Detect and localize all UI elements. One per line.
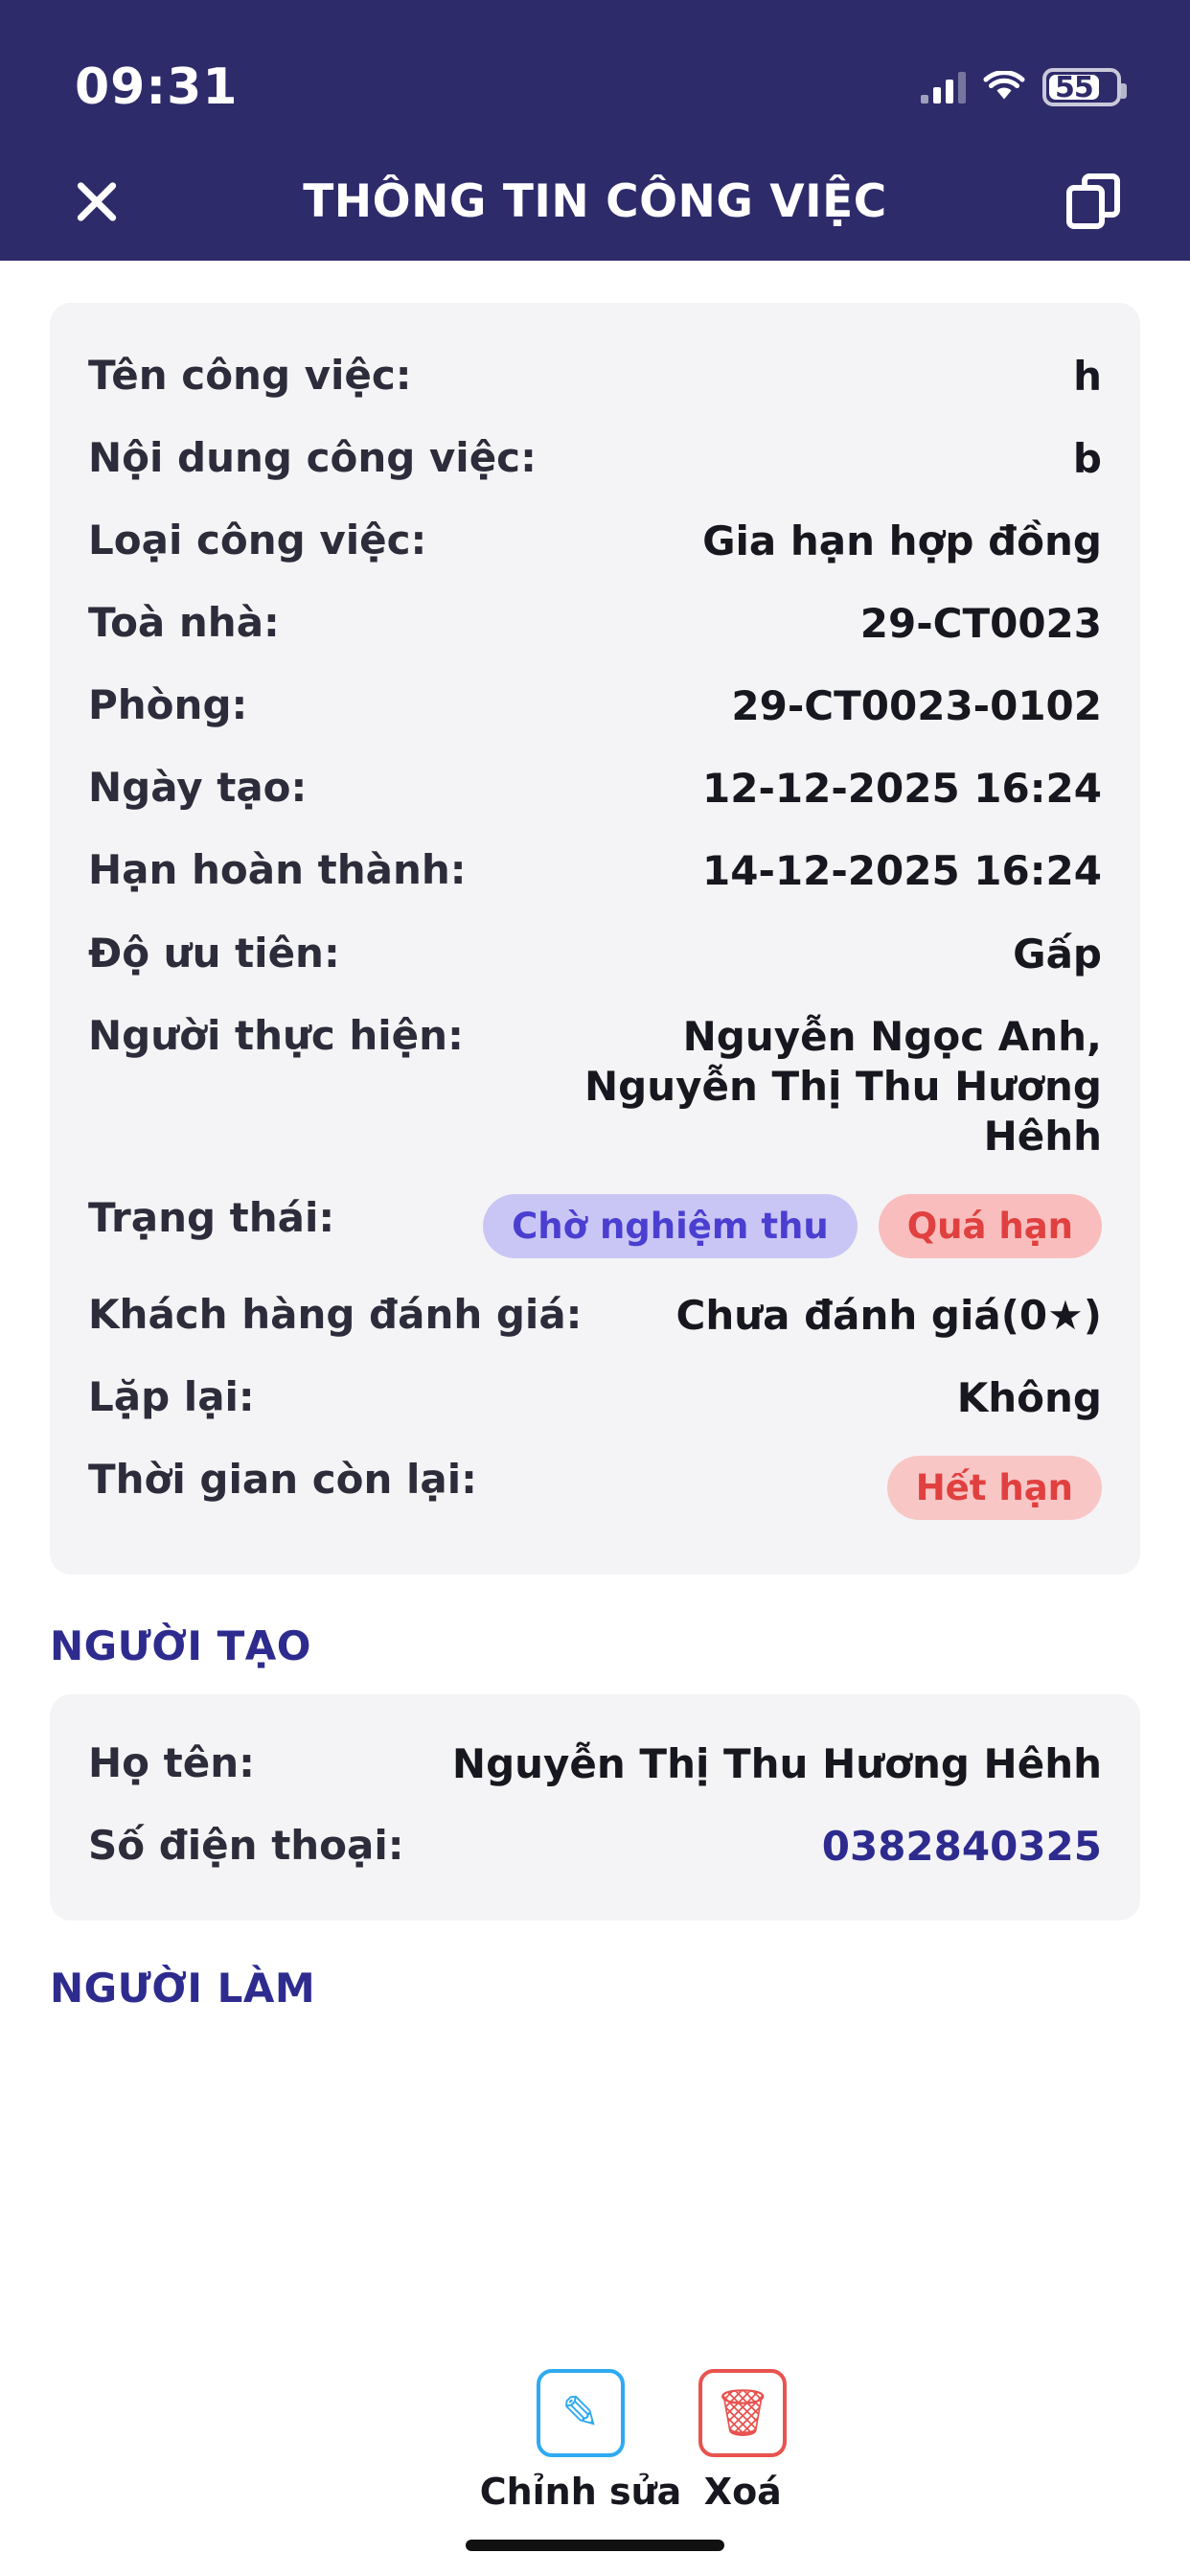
section-title-worker: NGƯỜI LÀM — [50, 1965, 316, 2004]
info-row-assignees — [88, 996, 1102, 1178]
status-badge-group — [483, 1194, 1102, 1258]
creator-phone-value[interactable]: 0382840325 — [821, 1823, 1102, 1871]
cellular-signal-icon — [921, 71, 966, 104]
info-row — [88, 665, 1102, 748]
row-label: Phòng: — [88, 681, 248, 729]
info-row — [88, 335, 1102, 418]
row-value: 14-12-2025 16:24 — [702, 847, 1102, 895]
creator-name-value: Nguyễn Thị Thu Hương Hêhh — [451, 1740, 1102, 1788]
row-label: Lặp lại: — [88, 1372, 255, 1420]
job-info-card — [50, 303, 1140, 1575]
status-clock: 09:31 — [75, 58, 239, 116]
info-row-creator-name — [88, 1723, 1102, 1806]
edit-button-label: Chỉnh sửa — [479, 2471, 682, 2513]
row-label: Hạn hoàn thành: — [88, 846, 467, 894]
row-label: Loại công việc: — [88, 517, 427, 564]
pencil-edit-icon: ✎ — [561, 2386, 601, 2440]
status-indicators — [921, 68, 1121, 106]
rating-value: Chưa đánh giá(0★) — [675, 1291, 1102, 1339]
row-label: Khách hàng đánh giá: — [88, 1290, 583, 1338]
section-title-creator: NGƯỜI TẠO — [50, 1622, 312, 1670]
row-label: Tên công việc: — [88, 352, 412, 399]
section-title-worker-clipped — [50, 1965, 1140, 2003]
row-value: 29-CT0023 — [859, 600, 1102, 648]
row-label: Họ tên: — [88, 1739, 255, 1787]
info-row-creator-phone — [88, 1806, 1102, 1888]
edit-button[interactable] — [480, 2369, 682, 2513]
row-value: h — [1073, 353, 1102, 400]
row-value: Gia hạn hợp đồng — [702, 518, 1102, 565]
info-row — [88, 583, 1102, 665]
status-bar — [0, 0, 1190, 142]
delete-button[interactable] — [698, 2369, 787, 2513]
info-row-status — [88, 1178, 1102, 1275]
row-value: 12-12-2025 16:24 — [702, 765, 1102, 813]
info-row — [88, 830, 1102, 912]
duplicate-button[interactable] — [1052, 160, 1134, 242]
delete-button-box — [698, 2369, 787, 2457]
app-bar — [0, 142, 1190, 261]
info-row-remaining — [88, 1439, 1102, 1536]
trash-icon: 🗑 — [713, 2386, 772, 2440]
info-row-repeat — [88, 1357, 1102, 1439]
status-badge: Chờ nghiệm thu — [483, 1194, 858, 1258]
content-scroll[interactable] — [0, 303, 1190, 2003]
status-badge: Hết hạn — [887, 1456, 1102, 1520]
battery-percent: 55 — [1055, 70, 1093, 104]
row-label: Số điện thoại: — [88, 1822, 404, 1870]
home-indicator — [466, 2540, 724, 2551]
overdue-badge: Quá hạn — [879, 1194, 1102, 1258]
page-title: THÔNG TIN CÔNG VIỆC — [303, 174, 887, 228]
remaining-badge-group — [887, 1456, 1102, 1520]
repeat-value: Không — [956, 1373, 1102, 1421]
battery-icon — [1042, 68, 1121, 106]
row-value: Nguyễn Ngọc Anh, Nguyễn Thị Thu Hương Hêhh — [584, 1012, 1102, 1160]
edit-button-box — [537, 2369, 625, 2457]
info-row — [88, 418, 1102, 500]
close-icon — [71, 175, 123, 227]
row-label: Độ ưu tiên: — [88, 929, 340, 977]
row-label: Nội dung công việc: — [88, 434, 537, 482]
row-label: Người thực hiện: — [88, 1011, 464, 1059]
info-row — [88, 913, 1102, 996]
creator-card — [50, 1694, 1140, 1920]
row-label: Trạng thái: — [88, 1193, 335, 1241]
info-row — [88, 748, 1102, 830]
row-label: Ngày tạo: — [88, 764, 308, 812]
row-value: Gấp — [1013, 930, 1102, 978]
close-button[interactable] — [56, 160, 138, 242]
delete-button-label: Xoá — [703, 2471, 782, 2513]
info-row-rating — [88, 1275, 1102, 1357]
row-label: Toà nhà: — [88, 599, 280, 647]
wifi-icon — [983, 71, 1025, 104]
copy-icon — [1066, 173, 1120, 229]
row-label: Thời gian còn lại: — [88, 1456, 477, 1504]
info-row — [88, 500, 1102, 583]
row-value: b — [1072, 435, 1102, 483]
row-value: 29-CT0023-0102 — [731, 682, 1102, 730]
